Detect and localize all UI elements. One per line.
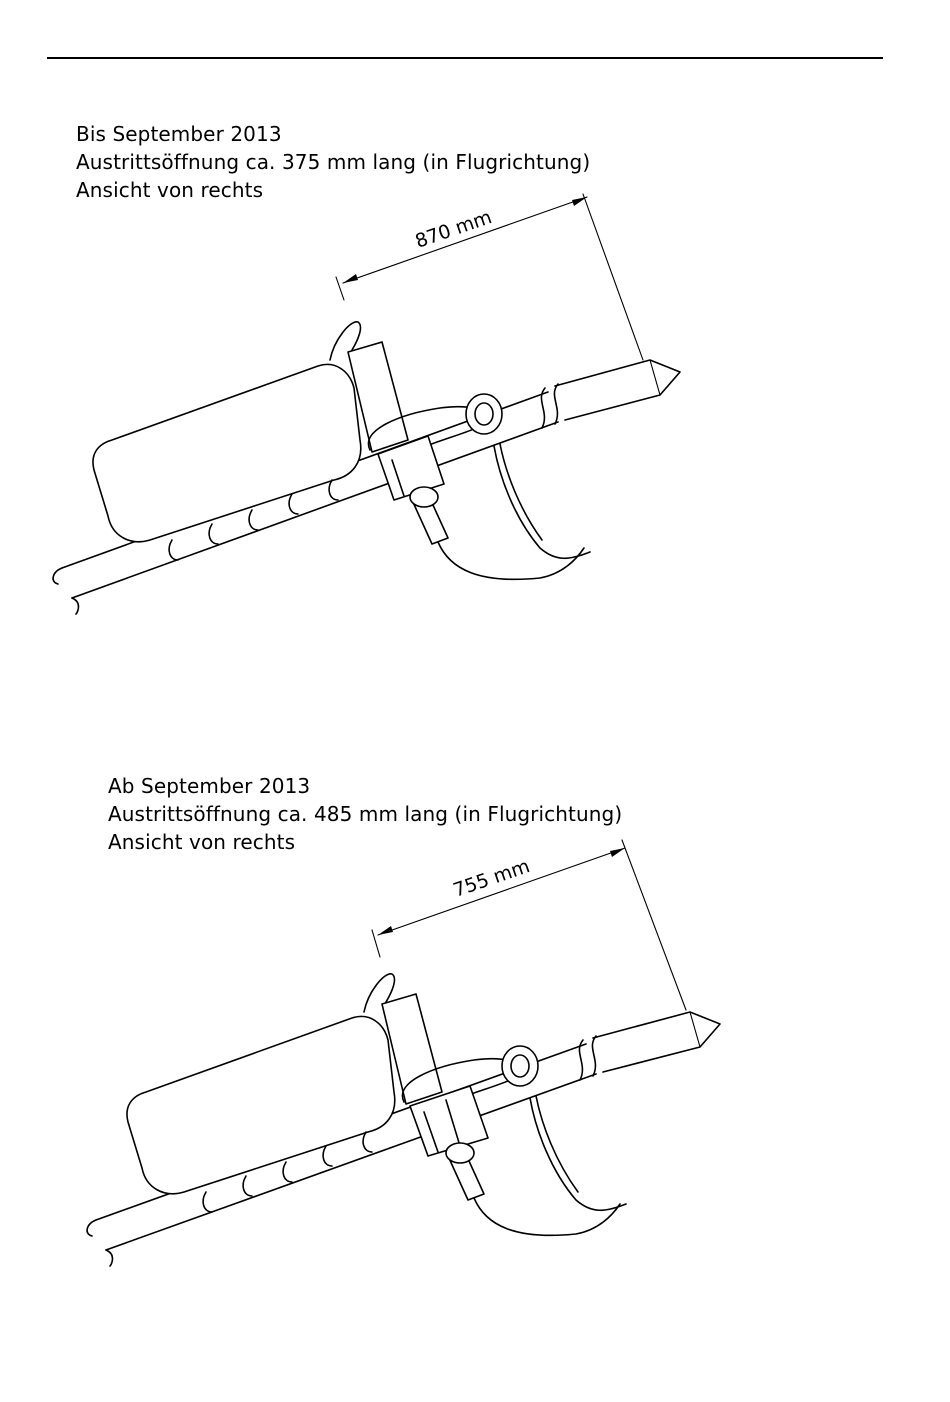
figure-1-caption-line-1: Bis September 2013: [76, 122, 282, 146]
dispenser-box: [127, 1016, 395, 1193]
figure-1-caption-line-2: Austrittsöffnung ca. 375 mm lang (in Flugrichtung): [76, 150, 591, 174]
outlet-nozzle: [410, 487, 448, 544]
cables: [438, 444, 590, 579]
dispenser-box: [93, 364, 361, 541]
outlet-nozzle: [446, 1143, 484, 1200]
cables: [474, 1096, 626, 1235]
clamp-knob: [502, 1046, 538, 1086]
dimension-line: [336, 194, 643, 360]
figure-2-caption-line-1: Ab September 2013: [108, 774, 311, 798]
dimension-label: 870 mm: [412, 206, 495, 253]
figure-1-drawing: [0, 0, 950, 650]
figure-2-drawing: [0, 652, 950, 1302]
dimension-line: [372, 840, 686, 1010]
figure-2-caption-line-3: Ansicht von rechts: [108, 830, 296, 854]
clamp-knob: [466, 394, 502, 434]
figure-2-caption-line-2: Austrittsöffnung ca. 485 mm lang (in Flugrichtung): [108, 802, 623, 826]
dimension-label: 755 mm: [450, 855, 533, 902]
figure-1-caption-line-3: Ansicht von rechts: [76, 178, 264, 202]
